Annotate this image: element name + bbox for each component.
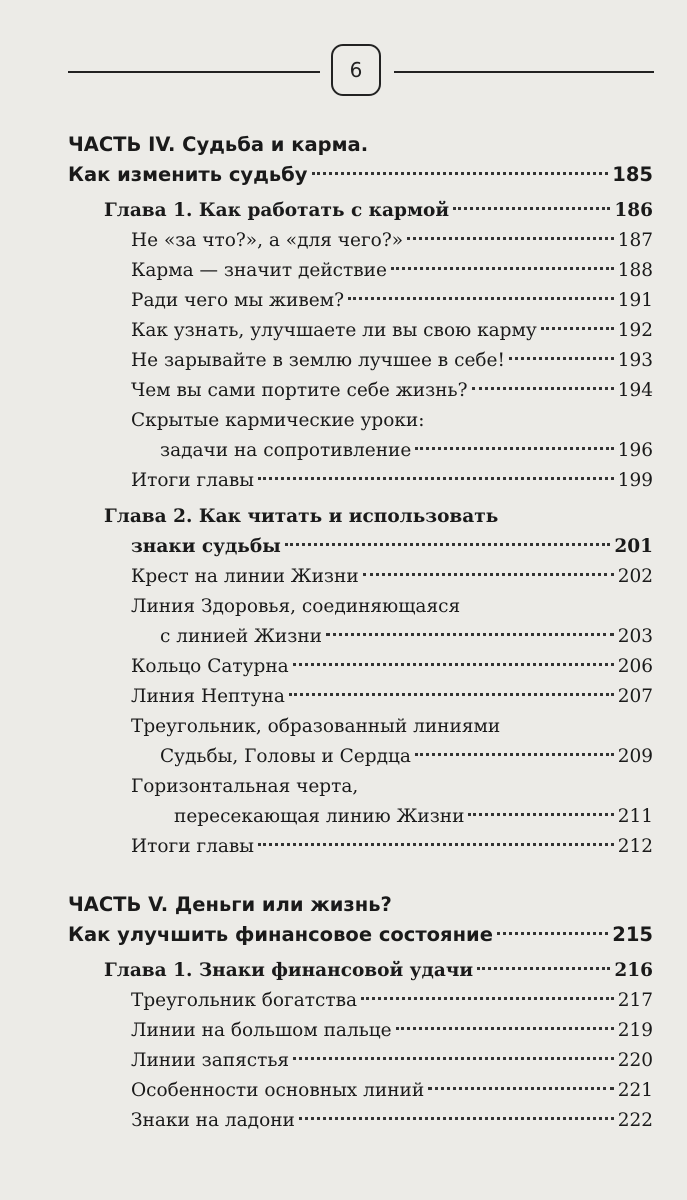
toc-chapter-entry — [0, 956, 653, 986]
toc-page-number: 216 — [614, 960, 653, 981]
toc-page-number: 209 — [617, 746, 653, 767]
toc-entry-title: Не «за что?», а «для чего?» — [131, 230, 404, 251]
toc-dot-leader — [472, 387, 614, 390]
toc-chapter-entry — [0, 532, 653, 562]
toc-page-number: 219 — [617, 1020, 653, 1041]
toc-page-number: 220 — [617, 1050, 653, 1071]
toc-section-entry — [0, 1106, 653, 1136]
toc-entry-title: Как изменить судьбу — [68, 163, 308, 186]
toc-page-number: 186 — [614, 200, 653, 221]
toc-part-entry — [0, 160, 653, 190]
toc-entry-title: Глава 1. Знаки финансовой удачи — [104, 960, 474, 981]
toc-page-number: 207 — [617, 686, 653, 707]
toc-dot-leader — [293, 1057, 614, 1060]
toc-entry-title: знаки судьбы — [131, 536, 281, 557]
toc-page-number: 222 — [617, 1110, 653, 1131]
toc-chapter-entry — [0, 502, 687, 532]
toc-section-entry — [0, 1016, 653, 1046]
toc-section-entry — [0, 436, 653, 466]
toc-entry-title: Линии запястья — [131, 1050, 290, 1071]
toc-section-entry — [0, 376, 653, 406]
page-number: 6 — [331, 44, 381, 96]
toc-dot-leader — [407, 237, 614, 240]
toc-page-number: 192 — [617, 320, 653, 341]
toc-section-entry — [0, 286, 653, 316]
spacer — [0, 862, 687, 890]
toc-entry-title: Треугольник богатства — [131, 990, 358, 1011]
toc-entry-title: Кольцо Сатурна — [131, 656, 289, 677]
toc-dot-leader — [477, 967, 610, 970]
header-rule-right — [394, 71, 654, 73]
toc-section-entry — [0, 682, 653, 712]
toc-dot-leader — [361, 997, 614, 1000]
toc-section-entry — [0, 562, 653, 592]
toc-section-entry — [0, 652, 653, 682]
page-header — [0, 40, 687, 100]
toc-page-number: 211 — [617, 806, 653, 827]
toc-page-number: 201 — [614, 536, 653, 557]
toc-entry-title: Ради чего мы живем? — [131, 290, 344, 311]
toc-dot-leader — [415, 753, 614, 756]
header-rule-left — [68, 71, 320, 73]
toc-section-entry — [0, 1076, 653, 1106]
toc-section-entry — [0, 346, 653, 376]
toc-dot-leader — [453, 207, 610, 210]
toc-dot-leader — [289, 693, 614, 696]
toc-page-number: 206 — [617, 656, 653, 677]
toc-dot-leader — [509, 357, 614, 360]
toc-dot-leader — [285, 543, 611, 546]
toc-dot-leader — [299, 1117, 614, 1120]
toc-dot-leader — [258, 843, 614, 846]
toc-entry-title: Линии на большом пальце — [131, 1020, 392, 1041]
toc-section-entry — [0, 226, 653, 256]
toc-dot-leader — [396, 1027, 614, 1030]
toc-dot-leader — [293, 663, 614, 666]
toc-section-entry — [0, 466, 653, 496]
toc-dot-leader — [363, 573, 614, 576]
toc-entry-title: Скрытые кармические уроки: — [131, 410, 425, 431]
toc-entry-title: Глава 1. Как работать с кармой — [104, 200, 450, 221]
toc-page-number: 217 — [617, 990, 653, 1011]
toc-entry-title: Итоги главы — [131, 470, 255, 491]
toc-dot-leader — [415, 447, 613, 450]
toc-section-entry — [0, 772, 687, 802]
toc-page-number: 203 — [617, 626, 653, 647]
toc-entry-title: Знаки на ладони — [131, 1110, 295, 1131]
toc-page-number: 194 — [617, 380, 653, 401]
toc-page-number: 196 — [617, 440, 653, 461]
toc-dot-leader — [312, 172, 609, 175]
toc-entry-title: Линия Нептуна — [131, 686, 285, 707]
toc-page-number: 185 — [612, 163, 653, 186]
toc-entry-title: Крест на линии Жизни — [131, 566, 359, 587]
toc-section-entry — [0, 832, 653, 862]
toc-entry-title: Не зарывайте в землю лучшее в себе! — [131, 350, 505, 371]
toc-dot-leader — [326, 633, 614, 636]
toc-page-number: 188 — [617, 260, 653, 281]
toc-section-entry — [0, 742, 653, 772]
toc-entry-title: задачи на сопротивление — [160, 440, 412, 461]
toc-entry-title: Карма — значит действие — [131, 260, 387, 281]
table-of-contents — [0, 130, 687, 1136]
toc-entry-title: Судьбы, Головы и Сердца — [160, 746, 411, 767]
toc-page-number: 215 — [612, 923, 653, 946]
toc-part-entry — [0, 130, 687, 160]
toc-page-number: 199 — [617, 470, 653, 491]
toc-entry-title: Глава 2. Как читать и использовать — [104, 506, 499, 527]
toc-dot-leader — [258, 477, 614, 480]
toc-entry-title: ЧАСТЬ IV. Судьба и карма. — [68, 133, 369, 156]
toc-section-entry — [0, 1046, 653, 1076]
toc-page-number: 221 — [617, 1080, 653, 1101]
toc-part-entry — [0, 920, 653, 950]
toc-section-entry — [0, 712, 687, 742]
toc-page-number: 191 — [617, 290, 653, 311]
toc-entry-title: Как улучшить финансовое состояние — [68, 923, 493, 946]
toc-dot-leader — [428, 1087, 614, 1090]
toc-page-number: 202 — [617, 566, 653, 587]
toc-entry-title: Горизонтальная черта, — [131, 776, 359, 797]
toc-entry-title: Чем вы сами портите себе жизнь? — [131, 380, 468, 401]
toc-entry-title: пересекающая линию Жизни — [174, 806, 465, 827]
toc-entry-title: Особенности основных линий — [131, 1080, 425, 1101]
toc-page-number: 187 — [617, 230, 653, 251]
toc-section-entry — [0, 986, 653, 1016]
toc-entry-title: Как узнать, улучшаете ли вы свою карму — [131, 320, 537, 341]
toc-page-number: 212 — [617, 836, 653, 857]
toc-dot-leader — [348, 297, 614, 300]
toc-entry-title: Итоги главы — [131, 836, 255, 857]
toc-section-entry — [0, 316, 653, 346]
toc-entry-title: Треугольник, образованный линиями — [131, 716, 501, 737]
toc-section-entry — [0, 622, 653, 652]
toc-dot-leader — [468, 813, 613, 816]
toc-page-number: 193 — [617, 350, 653, 371]
toc-part-entry — [0, 890, 687, 920]
toc-entry-title: Линия Здоровья, соединяющаяся — [131, 596, 461, 617]
toc-section-entry — [0, 256, 653, 286]
toc-section-entry — [0, 406, 687, 436]
toc-dot-leader — [497, 932, 608, 935]
toc-dot-leader — [391, 267, 614, 270]
toc-entry-title: с линией Жизни — [160, 626, 323, 647]
toc-section-entry — [0, 592, 687, 622]
toc-chapter-entry — [0, 196, 653, 226]
toc-dot-leader — [541, 327, 614, 330]
toc-entry-title: ЧАСТЬ V. Деньги или жизнь? — [68, 893, 392, 916]
toc-section-entry — [0, 802, 653, 832]
